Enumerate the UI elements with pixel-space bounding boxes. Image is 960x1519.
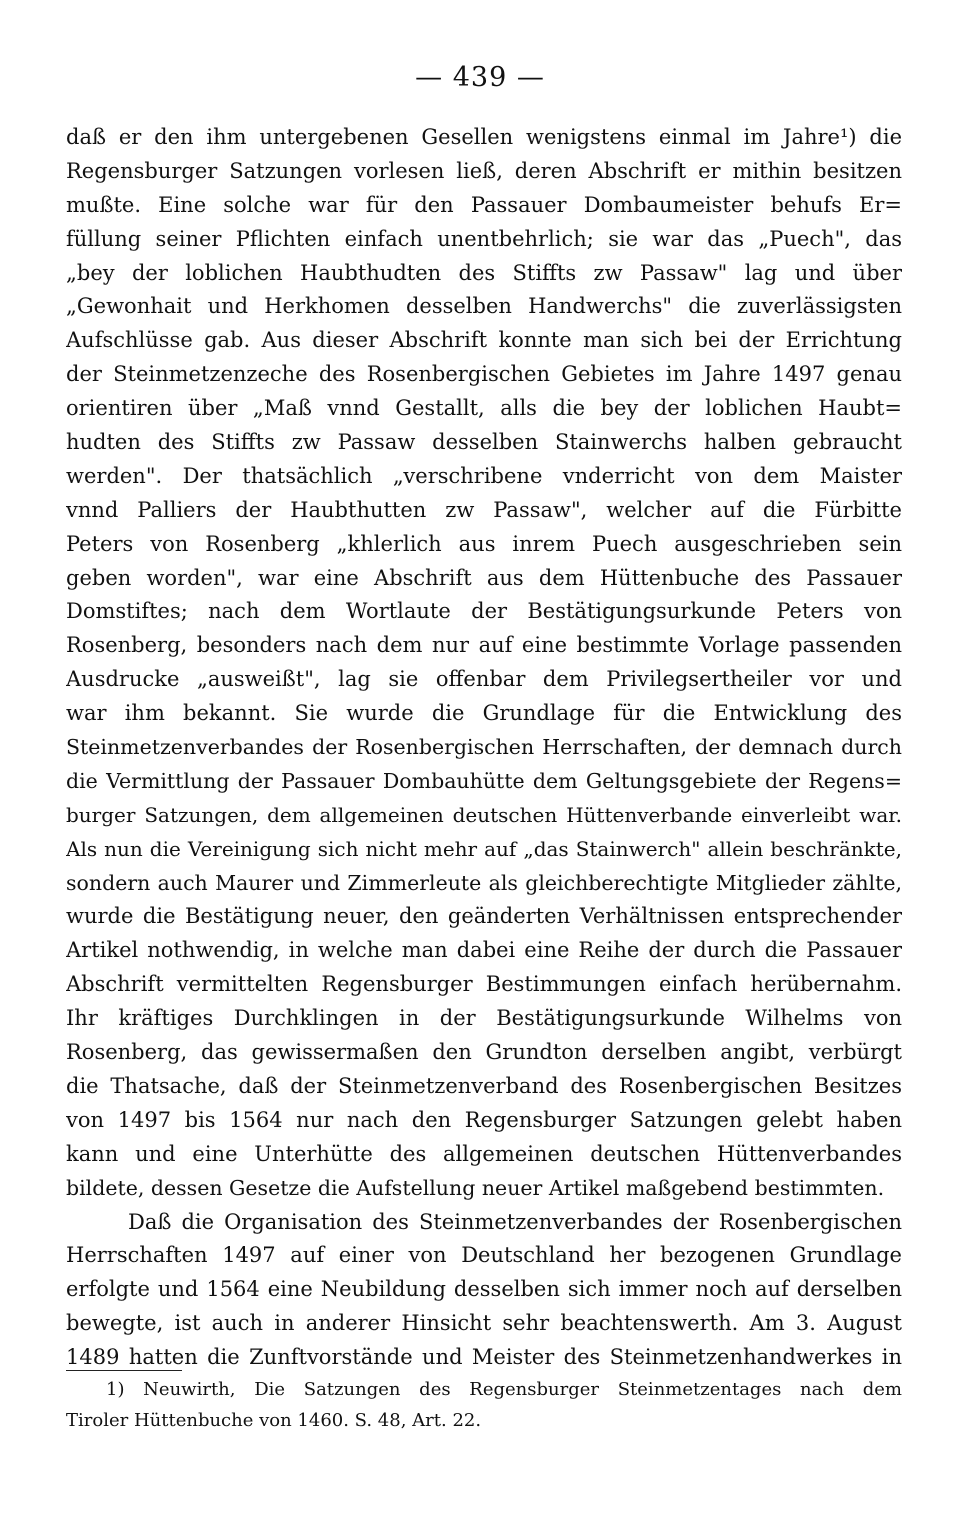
- text-line: füllung seiner Pflichten einfach unentbehrlich; sie war das „Puech", das: [66, 226, 902, 251]
- text-line: Als nun die Vereinigung sich nicht mehr auf „das Stainwerch" allein beschränkte,: [66, 836, 902, 861]
- text-line: kann und eine Unterhütte des allgemeinen deutschen Hüttenverbandes: [66, 1141, 902, 1166]
- text-line: von 1497 bis 1564 nur nach den Regensburger Satzungen gelebt haben: [66, 1107, 902, 1132]
- text-line: die Thatsache, daß der Steinmetzenverband des Rosenbergischen Besitzes: [66, 1073, 902, 1098]
- footnote-divider: [66, 1370, 182, 1371]
- text-line: Aufschlüsse gab. Aus dieser Abschrift konnte man sich bei der Errichtung: [66, 328, 902, 353]
- text-line: orientiren über „Maß vnnd Gestallt, alls die bey der loblichen Haubt=: [66, 396, 902, 421]
- text-line: Daß die Organisation des Steinmetzenverbandes der Rosenbergischen: [128, 1209, 902, 1234]
- text-line: Rosenberg, das gewissermaßen den Grundton derselben angibt, verbürgt: [66, 1040, 902, 1065]
- text-line: Peters von Rosenberg „khlerlich aus inrem Puech ausgeschrieben sein: [66, 531, 902, 556]
- footnote-line: 1) Neuwirth, Die Satzungen des Regensburger Steinmetzentages nach dem: [106, 1379, 902, 1400]
- text-line: Artikel nothwendig, in welche man dabei eine Reihe der durch die Passauer: [66, 938, 902, 963]
- text-line: hudten des Stiffts zw Passaw desselben Stainwerchs halben gebraucht: [66, 430, 902, 455]
- text-line: erfolgte und 1564 eine Neubildung desselben sich immer noch auf derselben: [66, 1277, 902, 1302]
- text-line: mußte. Eine solche war für den Passauer Dombaumeister behufs Er=: [66, 192, 902, 217]
- footnote-line: Tiroler Hüttenbuche von 1460. S. 48, Art. 22.: [66, 1410, 482, 1431]
- footnote: [66, 1374, 902, 1436]
- text-line: burger Satzungen, dem allgemeinen deutschen Hüttenverbande einverleibt war.: [66, 802, 902, 827]
- text-line: werden". Der thatsächlich „verschribene vnderricht von dem Maister: [66, 463, 902, 488]
- text-line: Herrschaften 1497 auf einer von Deutschland her bezogenen Grundlage: [66, 1243, 902, 1268]
- text-line: die Vermittlung der Passauer Dombauhütte dem Geltungsgebiete der Regens=: [66, 768, 902, 793]
- text-line: Regensburger Satzungen vorlesen ließ, deren Abschrift er mithin besitzen: [66, 158, 902, 183]
- text-line: Abschrift vermittelten Regensburger Bestimmungen einfach herübernahm.: [66, 972, 902, 997]
- text-line: daß er den ihm untergebenen Gesellen wenigstens einmal im Jahre¹) die: [66, 125, 902, 149]
- page-number: — 439 —: [415, 62, 545, 93]
- text-line: vnnd Palliers der Haubthutten zw Passaw", welcher auf die Fürbitte: [66, 497, 902, 522]
- text-line: „bey der loblichen Haubthudten des Stiffts zw Passaw" lag und über: [66, 260, 902, 285]
- text-line: wurde die Bestätigung neuer, den geänderten Verhältnissen entsprechender: [66, 904, 902, 929]
- text-line: war ihm bekannt. Sie wurde die Grundlage für die Entwicklung des: [66, 701, 902, 726]
- text-line: „Gewonhait und Herkhomen desselben Handwerchs" die zuverlässigsten: [66, 294, 902, 319]
- text-line: geben worden", war eine Abschrift aus dem Hüttenbuche des Passauer: [66, 565, 902, 590]
- text-line: der Steinmetzenzeche des Rosenbergischen Gebietes im Jahre 1497 genau: [66, 362, 902, 387]
- text-line: bildete, dessen Gesetze die Aufstellung neuer Artikel maßgebend bestimmten.: [66, 1175, 885, 1200]
- text-line: Domstiftes; nach dem Wortlaute der Bestätigungsurkunde Peters von: [66, 599, 902, 624]
- text-line: Ausdrucke „ausweißt", lag sie offenbar dem Privilegsertheiler vor und: [66, 667, 902, 692]
- text-line: Rosenberg, besonders nach dem nur auf eine bestimmte Vorlage passenden: [66, 633, 902, 658]
- text-line: Ihr kräftiges Durchklingen in der Bestätigungsurkunde Wilhelms von: [66, 1006, 902, 1031]
- text-line: 1489 hatten die Zunftvorstände und Meister des Steinmetzenhandwerkes in: [66, 1345, 902, 1370]
- text-line: bewegte, ist auch in anderer Hinsicht sehr beachtenswerth. Am 3. August: [66, 1311, 902, 1336]
- text-line: Steinmetzenverbandes der Rosenbergischen Herrschaften, der demnach durch: [66, 735, 902, 760]
- text-line: sondern auch Maurer und Zimmerleute als gleichberechtigte Mitglieder zählte,: [66, 870, 902, 895]
- main-text: [66, 121, 902, 1375]
